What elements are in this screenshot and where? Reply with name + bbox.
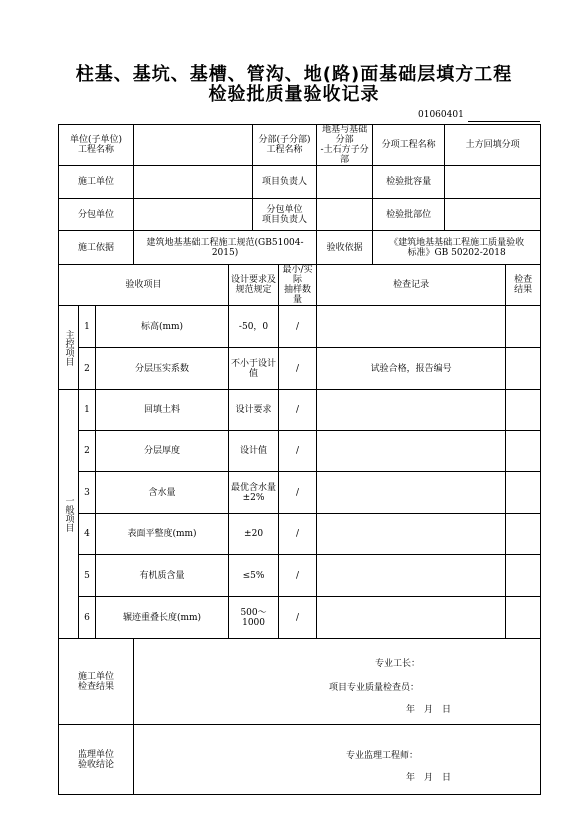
supervising-engineer-label: 专业监理工程师： [346, 751, 419, 761]
row-design: ±20 [229, 514, 279, 555]
main-group-label: 主控项目 [59, 306, 79, 390]
row-record[interactable] [317, 431, 506, 472]
col-design-header: 设计要求及 规范规定 [229, 265, 279, 306]
inspection-table [58, 124, 541, 795]
row-sample[interactable]: / [279, 555, 317, 597]
subitem-name-label: 分项工程名称 [373, 125, 445, 166]
construction-basis-label: 施工依据 [59, 231, 134, 265]
row-design: 不小于设计值 [229, 348, 279, 390]
row-item-name: 标高(mm) [96, 306, 229, 348]
row-item-name: 辗迹重叠长度(mm) [96, 597, 229, 639]
construction-check-area[interactable] [134, 639, 541, 725]
row-record[interactable] [317, 390, 506, 431]
foreman-label: 专业工长： [375, 659, 421, 669]
row-no: 4 [79, 514, 96, 555]
row-design: ≤5% [229, 555, 279, 597]
col-record-header: 检查记录 [317, 265, 506, 306]
acceptance-basis-value[interactable]: 《建筑地基基础工程施工质量验收 标准》GB 50202-2018 [373, 231, 541, 265]
row-item-name: 表面平整度(mm) [96, 514, 229, 555]
subcontractor-value[interactable] [134, 199, 253, 231]
form-code-underline [468, 121, 540, 122]
supervision-check-row [59, 725, 541, 795]
subitem-name-value[interactable]: 土方回填分项 [445, 125, 541, 166]
row-result[interactable] [506, 431, 541, 472]
acceptance-basis-label: 验收依据 [317, 231, 373, 265]
row-item-name: 含水量 [96, 472, 229, 514]
row-item-name: 分层压实系数 [96, 348, 229, 390]
general-group-label: 一般项目 [59, 390, 79, 639]
row-record[interactable]: 试验合格，报告编号 [317, 348, 506, 390]
form-code: 01060401 [418, 110, 464, 120]
form-title-line1: 柱基、基坑、基槽、管沟、地(路)面基础层填方工程 [75, 64, 513, 85]
header-row-subcontract [59, 199, 541, 231]
row-sample[interactable]: / [279, 390, 317, 431]
project-manager-label: 项目负责人 [253, 166, 317, 199]
row-sample[interactable]: / [279, 306, 317, 348]
row-sample[interactable]: / [279, 514, 317, 555]
builder-value[interactable] [134, 166, 253, 199]
row-no: 2 [79, 348, 96, 390]
row-sample[interactable]: / [279, 348, 317, 390]
row-no: 1 [79, 306, 96, 348]
row-record[interactable] [317, 597, 506, 639]
sub-pm-value[interactable] [317, 199, 373, 231]
row-design: 500～1000 [229, 597, 279, 639]
batch-location-value[interactable] [445, 199, 541, 231]
table-row [59, 597, 541, 639]
table-row [59, 514, 541, 555]
header-row-builder [59, 166, 541, 199]
division-name-label: 分部(子分部) 工程名称 [253, 125, 317, 166]
row-design: 设计值 [229, 431, 279, 472]
batch-capacity-value[interactable] [445, 166, 541, 199]
table-row [59, 390, 541, 431]
construction-date: 年 月 日 [406, 705, 452, 715]
col-result-header: 检查 结果 [506, 265, 541, 306]
table-row [59, 472, 541, 514]
col-sample-header: 最小/实际 抽样数量 [279, 265, 317, 306]
row-sample[interactable]: / [279, 597, 317, 639]
col-item-header: 验收项目 [59, 265, 229, 306]
row-result[interactable] [506, 555, 541, 597]
row-item-name: 回填土料 [96, 390, 229, 431]
form-title-line2: 检验批质量验收记录 [208, 84, 380, 105]
row-no: 1 [79, 390, 96, 431]
unit-name-value[interactable] [134, 125, 253, 166]
row-record[interactable] [317, 306, 506, 348]
row-result[interactable] [506, 597, 541, 639]
header-row-unit [59, 125, 541, 166]
row-design: 设计要求 [229, 390, 279, 431]
row-result[interactable] [506, 514, 541, 555]
table-row [59, 306, 541, 348]
header-row-basis [59, 231, 541, 265]
builder-label: 施工单位 [59, 166, 134, 199]
row-result[interactable] [506, 348, 541, 390]
row-result[interactable] [506, 306, 541, 348]
row-sample[interactable]: / [279, 431, 317, 472]
row-no: 5 [79, 555, 96, 597]
sub-pm-label: 分包单位 项目负责人 [253, 199, 317, 231]
row-design: -50，0 [229, 306, 279, 348]
row-result[interactable] [506, 390, 541, 431]
table-row [59, 555, 541, 597]
row-result[interactable] [506, 472, 541, 514]
row-no: 3 [79, 472, 96, 514]
row-sample[interactable]: / [279, 472, 317, 514]
batch-capacity-label: 检验批容量 [373, 166, 445, 199]
project-manager-value[interactable] [317, 166, 373, 199]
row-record[interactable] [317, 555, 506, 597]
batch-location-label: 检验批部位 [373, 199, 445, 231]
row-item-name: 有机质含量 [96, 555, 229, 597]
supervision-check-area[interactable] [134, 725, 541, 795]
row-record[interactable] [317, 514, 506, 555]
row-item-name: 分层厚度 [96, 431, 229, 472]
supervision-date: 年 月 日 [406, 773, 452, 783]
row-design: 最优含水量 ±2% [229, 472, 279, 514]
division-name-value[interactable]: 地基与基础分部 -土石方子分部 [317, 125, 373, 166]
construction-check-row [59, 639, 541, 725]
construction-check-label: 施工单位 检查结果 [59, 639, 134, 725]
table-row [59, 348, 541, 390]
column-header-row [59, 265, 541, 306]
subcontractor-label: 分包单位 [59, 199, 134, 231]
unit-name-label: 单位(子单位) 工程名称 [59, 125, 134, 166]
row-no: 6 [79, 597, 96, 639]
supervision-check-label: 监理单位 验收结论 [59, 725, 134, 795]
quality-inspector-label: 项目专业质量检查员： [329, 683, 420, 693]
row-no: 2 [79, 431, 96, 472]
row-record[interactable] [317, 472, 506, 514]
construction-basis-value[interactable]: 建筑地基基础工程施工规范(GB51004-2015) [134, 231, 317, 265]
table-row [59, 431, 541, 472]
